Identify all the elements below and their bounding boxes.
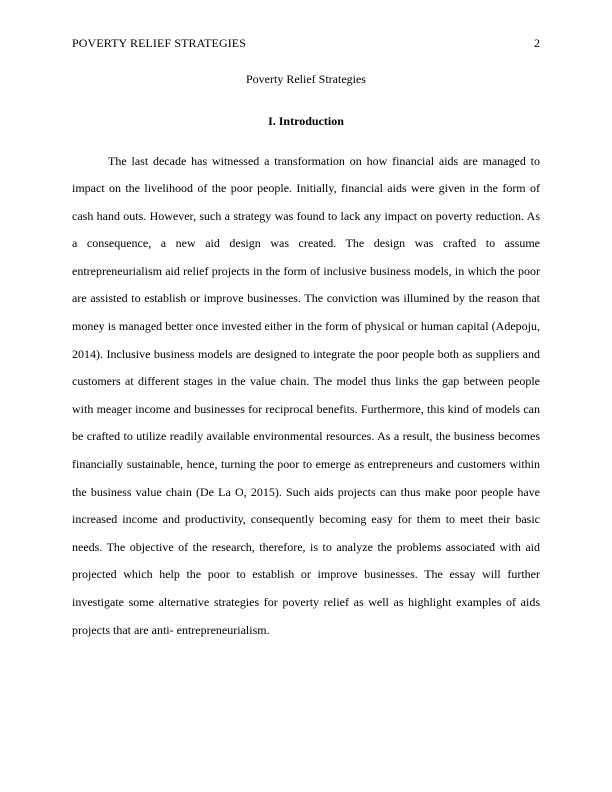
section-heading: I. Introduction xyxy=(268,114,344,128)
body-paragraph: The last decade has witnessed a transformation on how financial aids are managed to impact on the livelihood of the poor people. Initially, financial aids were given in the form of cash hand outs. However, such a strategy was found to lack any impact on poverty reduction. As a consequence, a new aid design was created. The design was crafted to assume entrepreneurialism aid relief projects in the form of inclusive business models, in which the poor are assisted to establish or improve businesses. The conviction was illumined by the reason that money is managed better once invested either in the form of physical or human capital (Adepoju, 2014). Inclusive business models are designed to integrate the poor people both as suppliers and customers at different stages in the value chain. The model thus links the gap between people with meager income and businesses for reciprocal benefits. Furthermore, this kind of models can be crafted to utilize readily available environmental resources. As a result, the business becomes financially sustainable, hence, turning the poor to emerge as entrepreneurs and customers within the business value chain (De La O, 2015). Such aids projects can thus make poor people have increased income and productivity, consequently becoming easy for them to meet their basic needs. The objective of the research, therefore, is to analyze the problems associated with aid projected which help the poor to establish or improve businesses. The essay will further investigate some alternative strategies for poverty relief as well as highlight examples of aids projects that are anti- entrepreneurialism. xyxy=(72,153,540,637)
running-head: POVERTY RELIEF STRATEGIES xyxy=(72,36,247,50)
document-title: Poverty Relief Strategies xyxy=(246,72,366,86)
page-number: 2 xyxy=(534,36,540,50)
